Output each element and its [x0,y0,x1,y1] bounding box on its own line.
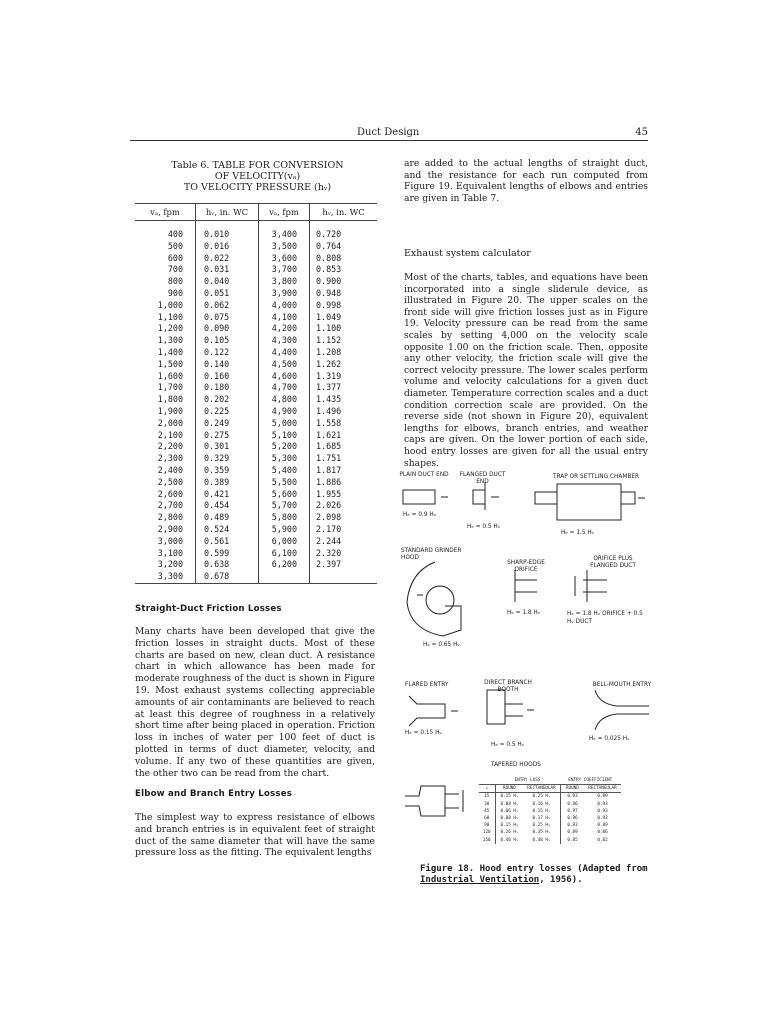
table-cell: 500 [135,241,196,253]
table-cell: 1,200 [135,323,196,335]
tapered-col-header: ROUND [495,785,524,793]
table-header-row [135,204,377,221]
table-cell: 0.948 [316,287,342,298]
tapered-cell: 60 [479,815,495,822]
table-cell: 1,000 [135,300,196,312]
label-direct-branch: DIRECT BRANCH BOOTH [484,680,532,693]
figure-caption-line: Figure 18. Hood entry losses (Adapted from [420,864,648,874]
table-row [135,453,377,465]
running-title: Duct Design [357,127,420,138]
tapered-cell: 0.93 [567,823,578,829]
figure-caption-line [420,875,648,886]
table-row [135,335,377,347]
table-row [135,394,377,406]
section-heading-straight-duct: Straight-Duct Friction Losses [135,604,282,614]
plain-duct-shape [403,490,435,504]
table-cell: 3,200 [135,559,196,571]
table-row [135,500,377,512]
table-cell: 2,300 [135,453,196,465]
tapered-cell: 15 [479,793,495,801]
header-rule [130,140,648,141]
eq-flanged-duct: Hₑ = 0.5 Hᵥ [467,524,501,530]
table-cell: 4,500 [259,359,310,371]
tapered-cell: 0.92 [597,816,608,822]
direct-branch-shape [487,690,505,724]
table-cell: 5,700 [259,500,310,512]
table-cell: 0.454 [196,500,259,512]
table-cell: 2.098 [316,512,342,523]
tapered-cell: 0.26 Hᵥ [500,830,519,836]
table-cell: 2,000 [135,418,196,430]
eq-orifice-flanged: Hₑ = 1.8 Hᵥ ORIFICE + 0.5 Hᵥ DUCT [567,611,643,625]
tapered-cell: 0.15 Hᵥ [500,823,519,829]
table-cell: 2.026 [316,500,342,511]
table-cell: 2.244 [316,535,342,546]
table-row [135,465,377,477]
table-cell: 0.489 [196,512,259,524]
table-cell: 4,400 [259,347,310,359]
table-cell: 0.122 [196,347,259,359]
eq-sharp-orifice: Hₑ = 1.8 Hᵥ [507,610,541,616]
table-row [135,489,377,501]
table-cell: 1,900 [135,406,196,418]
tapered-cell: 90 [479,822,495,829]
eq-bell-mouth: Hₑ = 0.025 Hᵥ [589,736,630,742]
section-heading-elbow: Elbow and Branch Entry Losses [135,789,293,799]
tapered-col-header: RECTANGULAR [524,785,561,793]
trap-chamber-shape [557,484,621,520]
tapered-cell: 0.15 Hᵥ [524,808,561,815]
table-row [135,221,377,241]
page-number: 45 [635,127,648,138]
table-row [135,300,377,312]
table-cell [259,571,310,583]
table-row [135,264,377,276]
table-cell: 4,300 [259,335,310,347]
table-cell: 0.359 [196,465,259,477]
flared-entry-shape [409,696,445,726]
table-cell: 0.016 [196,241,259,253]
table-row [135,571,377,583]
grinder-hood-shape [407,562,461,636]
tapered-cell: 0.89 [597,794,608,800]
tapered-cell: 0.96 [567,816,578,822]
table-cell: 3,900 [259,288,310,300]
table-cell: 1.049 [316,311,342,322]
figure-hood-entry-losses [395,460,655,843]
table-row [135,477,377,489]
tapered-cell: 120 [479,829,495,836]
table-cell: 0.808 [316,252,342,263]
table-row [135,406,377,418]
tapered-row [479,801,621,808]
table-cell: 6,100 [259,548,310,560]
label-bell-mouth: BELL-MOUTH ENTRY [592,682,652,688]
table-cell: 5,300 [259,453,310,465]
tapered-cell: 0.35 Hᵥ [524,829,561,836]
tapered-column-row [479,785,621,793]
column-header: hᵥ, in. WC [196,204,259,221]
tapered-cell: 0.89 [597,823,608,829]
label-grinder-hood: STANDARD GRINDER HOOD [401,548,462,561]
tapered-table-body [479,793,621,844]
table-cell [310,571,378,583]
table-cell: 0.524 [196,524,259,536]
table-cell: 1.319 [316,370,342,381]
paragraph-calculator: Most of the charts, tables, and equations have been incorporated into a single sliderule device, as illustrated in Figure 20. The upper scales on the front side will give friction losses just as in Figure 19. Velocity pressure can be read from the same scales by setting 4,000 on the velocity scale opposite 1.00 on the friction scale. Then, opposite any other velocity, the friction scale will give the correct velocity pressure. The lower scales perform volume and velocity calculations for a given duct diameter. Temperature correction scales and a duct condition correction scale are provided. On the reverse side (not shown in Figure 20), equivalent lengths for elbows, branch entries, and weather caps are given. On the lower portion of each side, hood entry losses are given for all the usual entry shapes. [404,272,648,469]
table-cell: 4,200 [259,323,310,335]
table-cell: 700 [135,264,196,276]
table-cell: 0.031 [196,264,259,276]
table-row [135,430,377,442]
table-cell: 6,200 [259,559,310,571]
label-sharp-orifice: SHARP-EDGE ORIFICE [507,560,545,573]
table-caption-line: OF VELOCITY(vₐ) [214,171,301,182]
table-cell: 0.051 [196,288,259,300]
tapered-hood-shape [405,786,445,816]
table-cell: 0.010 [196,221,259,241]
table-cell: 0.105 [196,335,259,347]
tapered-row [479,837,621,844]
tapered-cell: 0.93 [597,801,608,807]
table-cell: 2,200 [135,441,196,453]
table-cell: 1,700 [135,382,196,394]
bell-mouth-shape [595,690,649,730]
table-cell: 4,700 [259,382,310,394]
table-cell: 0.421 [196,489,259,501]
tapered-row [479,822,621,829]
table-cell: 1.621 [316,429,342,440]
table-cell: 0.202 [196,394,259,406]
table-row [135,347,377,359]
figure-caption [420,864,648,886]
tapered-group-header: ENTRY COEFFICIENT [560,777,621,785]
table-cell: 3,700 [259,264,310,276]
tapered-group-header: ENTRY LOSS [495,777,560,785]
table-cell: 3,100 [135,548,196,560]
tapered-row [479,829,621,836]
table-cell: 3,300 [135,571,196,583]
table-cell: 1.685 [316,441,342,452]
table-body [135,221,377,584]
table-cell: 3,000 [135,536,196,548]
table-cell: 0.225 [196,406,259,418]
table-cell: 1,500 [135,359,196,371]
table-row [135,524,377,536]
table-caption-line: Table 6. TABLE FOR CONVERSION [171,160,344,171]
paragraph-elbow: The simplest way to express resistance of elbows and branch entries is in equivalent feet of straight duct of the same diameter that will have the same pressure loss as the fitting. The equivalent lengths [135,812,375,859]
table-cell: 0.090 [196,323,259,335]
tapered-cell: 0.93 [597,808,608,814]
table-cell: 5,200 [259,441,310,453]
tapered-cell: 0.89 [567,830,578,836]
table-row [135,276,377,288]
label-flanged-duct: FLANGED DUCT END [459,472,506,485]
table-cell: 0.678 [196,571,259,583]
table-row [135,253,377,265]
table-cell: 0.389 [196,477,259,489]
table-cell: 0.275 [196,430,259,442]
table-row [135,288,377,300]
table-cell: 1.751 [316,453,342,464]
table-cell: 2,500 [135,477,196,489]
table-cell: 5,000 [259,418,310,430]
figure-caption-source: Industrial Ventilation [420,875,540,885]
table-row [135,371,377,383]
table-cell: 4,600 [259,371,310,383]
table-cell: 0.180 [196,382,259,394]
page-header [130,127,648,139]
table-cell: 1.955 [316,488,342,499]
table-cell: 5,500 [259,477,310,489]
table-cell: 0.040 [196,276,259,288]
eq-grinder-hood: Hₑ = 0.65 Hᵥ [423,642,460,648]
table-cell: 600 [135,253,196,265]
table-cell: 0.853 [316,264,342,275]
table-row [135,241,377,253]
tapered-col-header: RECTANGULAR [585,785,621,793]
table-cell: 5,400 [259,465,310,477]
table-cell: 2,800 [135,512,196,524]
table-cell: 1,100 [135,312,196,324]
tapered-col-header: ROUND [560,785,585,793]
table-cell: 800 [135,276,196,288]
table-cell: 0.561 [196,536,259,548]
paragraph-straight-duct: Many charts have been developed that give the friction losses in straight ducts. Most of these charts are based on new, clean duct. A resistance chart in which allowance has been made for moderate roughness of the duct is shown in Figure 19. Most exhaust systems collecting appreciable amounts of air contaminants are believed to reach at least this degree of roughness in a relatively short time after being placed in operation. Friction loss in inches of water per 100 feet of duct is plotted in terms of duct diameter, velocity, and volume. If any two of these quantities are given, the other two can be read from the chart. [135,626,375,779]
table-cell: 6,000 [259,536,310,548]
table-cell: 0.140 [196,359,259,371]
table-cell: 4,100 [259,312,310,324]
table-caption-line: TO VELOCITY PRESSURE (hᵥ) [183,182,332,193]
table-cell: 2.320 [316,547,342,558]
table-row [135,359,377,371]
table-cell: 0.249 [196,418,259,430]
table-cell: 2.170 [316,523,342,534]
table-cell: 0.764 [316,240,342,251]
tapered-cell: 0.17 Hᵥ [524,815,561,822]
tapered-cell: 0.82 [597,837,608,843]
table-cell: 4,000 [259,300,310,312]
column-header: vₐ, fpm [259,204,310,221]
label-flared-entry: FLARED ENTRY [405,682,449,688]
table-cell: 5,100 [259,430,310,442]
tapered-cell: 0.85 [567,837,578,843]
column-header: hᵥ, in. WC [310,204,378,221]
table-cell: 0.998 [316,299,342,310]
paragraph-continued: are added to the actual lengths of straight duct, and the resistance for each run computed from Figure 19. Equivalent lengths of elbows and entries are given in Table 7. [404,158,648,204]
table-cell: 2,900 [135,524,196,536]
eq-trap-chamber: Hₑ = 1.5 Hᵥ [561,530,595,536]
table-row [135,536,377,548]
column-header: vₐ, fpm [135,204,196,221]
table-cell: 2,400 [135,465,196,477]
table-cell: 1.558 [316,417,342,428]
table-cell: 1.100 [316,323,342,334]
eq-flared-entry: Hₑ = 0.15 Hᵥ [405,730,442,736]
table-cell: 0.301 [196,441,259,453]
tapered-cell: 30 [479,801,495,808]
table-cell: 2,100 [135,430,196,442]
tapered-cell: 0.25 Hᵥ [524,793,561,801]
label-plain-duct: PLAIN DUCT END [399,472,449,478]
table-cell: 1.152 [316,335,342,346]
tapered-cell: 0.08 Hᵥ [500,816,519,822]
table-cell: 1.886 [316,476,342,487]
table-cell: 2,700 [135,500,196,512]
tapered-group-header-row [479,777,621,785]
table-row [135,559,377,571]
table-cell: 2.397 [316,559,342,570]
table-cell: 4,800 [259,394,310,406]
table-row [135,382,377,394]
label-trap-chamber: TRAP OR SETTLING CHAMBER [552,474,640,480]
tapered-cell: 0.25 Hᵥ [524,822,561,829]
table-cell: 0.720 [316,229,342,239]
table-cell: 0.900 [316,276,342,287]
tapered-row [479,815,621,822]
eq-direct-branch: Hₑ = 0.5 Hᵥ [491,742,525,748]
table-cell: 0.160 [196,371,259,383]
table-cell: 900 [135,288,196,300]
tapered-cell: 150 [479,837,495,844]
tapered-cell: 45 [479,808,495,815]
tapered-cell: 0.08 Hᵥ [500,801,519,807]
table-cell: 5,600 [259,489,310,501]
tapered-cell: 0.06 Hᵥ [500,808,519,814]
table-cell: 0.075 [196,312,259,324]
table-cell: 1.262 [316,358,342,369]
table-cell: 1.208 [316,346,342,357]
tapered-row [479,808,621,815]
tapered-cell: 0.93 [567,794,578,800]
table-cell: 1,400 [135,347,196,359]
eq-plain-duct: Hₑ = 0.9 Hᵥ [403,512,437,518]
table-cell: 4,900 [259,406,310,418]
table-row [135,548,377,560]
table-cell: 5,900 [259,524,310,536]
table-cell: 5,800 [259,512,310,524]
table-cell: 0.022 [196,253,259,265]
table-row [135,441,377,453]
table-caption [135,160,380,193]
table-cell: 1,300 [135,335,196,347]
table-row [135,323,377,335]
table-cell: 0.329 [196,453,259,465]
table-cell: 3,400 [259,221,310,241]
label-orifice-flanged: ORIFICE PLUS FLANGED DUCT [590,556,636,569]
table-cell: 2,600 [135,489,196,501]
figure-caption-end: , 1956). [539,875,583,885]
tapered-cell: 0.96 [567,801,578,807]
table-cell: 0.599 [196,548,259,560]
table-cell: 3,800 [259,276,310,288]
table-cell: 0.062 [196,300,259,312]
table-cell: 1.377 [316,382,342,393]
table-cell: 0.638 [196,559,259,571]
label-tapered-hoods: TAPERED HOODS [491,762,541,768]
table-cell: 1,800 [135,394,196,406]
tapered-hood-table [479,777,621,844]
table-cell: 1.817 [316,464,342,475]
table-cell: 3,500 [259,241,310,253]
tapered-cell: 0.15 Hᵥ [500,794,519,800]
table-row [135,312,377,324]
section-heading-calculator: Exhaust system calculator [404,248,531,259]
table-cell: 400 [135,221,196,241]
tapered-col-header: ∠ [479,785,495,793]
conversion-table [135,203,377,584]
tapered-cell: 0.97 [567,808,578,814]
table-cell: 3,600 [259,253,310,265]
table-cell: 1,600 [135,371,196,383]
tapered-cell: 0.86 [597,830,608,836]
table-row [135,512,377,524]
table-cell: 1.435 [316,394,342,405]
tapered-cell: 0.48 Hᵥ [524,837,561,844]
table-row [135,418,377,430]
tapered-cell: 0.40 Hᵥ [500,837,519,843]
table-cell: 1.496 [316,405,342,416]
tapered-cell: 0.16 Hᵥ [524,801,561,808]
tapered-row [479,793,621,801]
